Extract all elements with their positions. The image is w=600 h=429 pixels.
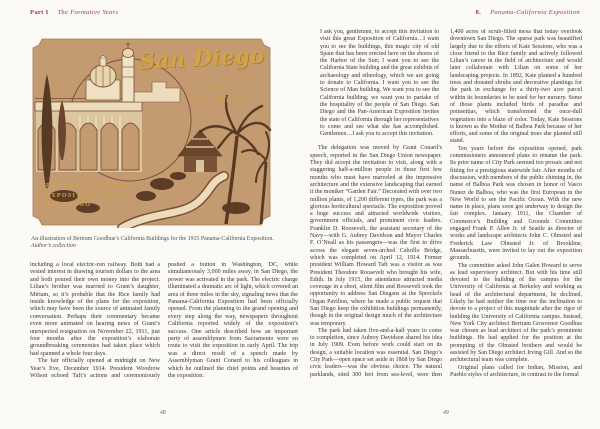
poster-subtitle bbox=[180, 84, 258, 104]
paragraph: The fair officially opened at midnight on New Year’s Eve, December 1914. President Woodrow Wilson echoed Taft’s actions and ceremoniously pushed a button in Washington, DC, while simultaneously 3,000 miles away, in San Diego, the power was activated in the park. The electric charge illuminated a dramatic arc of light, which covered an area of three miles in the sky, signaling news that the Panama-California Exposition had been officially opened. From the planning to the grand opening and every step along the way, newspapers throughout California reported widely of the exposition’s success. One article described how an important party of assemblymen from Sacramento were en route to visit the exposition in early April. The trip was a direct result of a speech made by Assemblyman Grant Conard to his colleagues in which he outlined the chief points and beauties of the exposition. bbox=[30, 262, 298, 380]
poster-bottom-line: SAN DIEGO bbox=[46, 202, 92, 208]
page-number-left: 48 bbox=[160, 410, 166, 416]
page-number-right: 49 bbox=[443, 410, 449, 416]
paragraph: The delegation was moved by Grant Conard’s speech, reported in the San Diego Union newspaper. They did accept the invitation to visit, along with a staggering half-a-million people in those first few months who must have marveled at the impressive architecture and the extensive landscaping that earned it the moniker “Garden Fair.” Decorated with over two million plants, of 1,200 different types, the park was a glorious horticultural spectacle. The exposition proved a huge success and attracted worldwide visitors, government officials, and prominent civic leaders. Franklin D. Roosevelt, the assistant secretary of the Navy—with G. Aubrey Davidson and Mayor Charles F. O’Neall as his passengers—was the first to drive across the elegant seven-arched Cabrillo Bridge, which was completed on April 12, 1914. Former president William Howard Taft was a visitor as was President Theodore Roosevelt who brought his wife, Edith. In July 1915, the attendance attracted media coverage in a short, silent film and Roosevelt took the opportunity to address San Diegans at the Spreckels Organ Pavilion, where he made a public request that San Diego keep the exhibition buildings permanently, though in the original design much of the architecture was temporary. bbox=[310, 145, 442, 327]
poster-bottom-line: PANAMA CALIFORNIA bbox=[46, 183, 135, 189]
paragraph: Ten years before the exposition opened, park commissioners announced plans to rename the park. Its prior name of City Park seemed too prosaic and not fitting for a prestigious statewide fair. After months of discussion, with members of the public chiming in, the name of Balboa Park was chosen in honor of Vasco Nunez de Balboa, who was the first European in the New World to see the Pacific Ocean. With the new name in place, plans soon got underway to design the fair complex. January 1911, the Chamber of Commerce’s Building and Grounds Committee engaged Frank P. Allen Jr. of Seattle as director of works and landscape architects John C. Olmsted and Frederick Law Olmsted Jr. of Brookline, Massachusetts, were invited to lay out the exposition grounds. bbox=[450, 145, 582, 262]
paragraph: The committee asked John Galen Howard to serve as lead supervisory architect. But with his time still devoted to the building of the campus for the University of California at Berkeley and working as head of the architectural department, he declined. Likely he had neither the time nor the inclination to devote to a project of this magnitude after the rigor of building the University of California campus. Instead, New York City architect Bertram Grosvenor Goodhue was chosen as lead architect of the park’s prominent buildings. He had applied for the position at the prompting of the Olmsted brothers and would be assisted by San Diego architect Irving Gill. And so the architectural team was complete. bbox=[450, 262, 582, 364]
paragraph: Original plans called for Indian, Mission, and Pueblo styles of architecture, in contrast to the formal bbox=[450, 364, 582, 378]
poster-bottom-line: EXPOSITION · 1915 bbox=[46, 192, 123, 199]
poster-title: San Diego bbox=[138, 42, 266, 76]
caption-text: An illustration of Bertram Goodhue’s California Buildings for the 1915 Panama-California Exposition. bbox=[31, 236, 274, 242]
poster-subtitle-line2: VICINITY bbox=[192, 94, 246, 104]
block-quote: I ask you, gentlemen, to accept this invitation to visit this great Exposition of California…I want you to see the buildings, this magic city of old Spain that has been erected here on the shores of the Harbor of the Sun; I want you to see the California State building and the great exhibits of archaeology and ethnology, which we are going to donate to California. I want you to see the Science of Man building. We want you to see the California building; we want you to partake of the hospitality of the people of San Diego. San Diego and the Pan-American Exposition invites the state of California through her representatives to come and see what she has accomplished. Gentlemen…I ask you to accept this invitation. bbox=[320, 29, 439, 138]
caption-credit: Author’s collection bbox=[31, 243, 76, 250]
chapter-title: Panama-California Exposition bbox=[490, 9, 580, 16]
right-page-body bbox=[310, 29, 582, 407]
poster-subtitle-line1: AND bbox=[209, 86, 229, 92]
chapter-number: 8. bbox=[475, 9, 482, 16]
paragraph: including a local electric-run railway. Both had a vested interest in drawing tourism dollars to the area and both poured their own money into the project. Lilian’s brother was married to Grant’s daughter, Miriam, so it’s probable that the Rice family had inside knowledge of the plans for the exposition, which may have been the source of animated family conversation. Perhaps their commentary became even more animated on hearing news of Grant’s unexpected resignation on November 22, 1911, just four months after the exposition’s elaborate groundbreaking ceremonies had taken place which had spanned a whole four days. bbox=[30, 262, 160, 357]
running-head-left bbox=[30, 9, 118, 16]
figure-caption bbox=[31, 236, 283, 250]
part-label: Part I bbox=[30, 9, 49, 16]
left-page-body bbox=[30, 262, 298, 400]
paragraph: The park had taken five-and-a-half years to come to completion, since Aubrey Davidson shared his idea in July 1909. Even before work could start on its design, a suitable location was essential. San Diego’s City Park—open space set aside in 1868 by San Diego civic leaders—was the obvious choice. The natural parklands, sited 300 feet from sea-level, were then 1,400 acres of scrub-filled mesa that today overlook downtown San Diego. The sparse park was beautified largely due to the efforts of Kate Sessions, who was a close friend to the Rice family and actively followed Lilian’s career in the field of architecture and would later collaborate with Lilian on some of her landscaping projects. In 1892, Kate planted a hundred trees and donated shrubs and decorative plantings for the park in exchange for a thirty-two acre parcel within its boundaries to be used for her nursery. Some of those plants included birds of paradise and poinsettias, which transformed the once-dull vegetation into a blaze of color. Today, Kate Sessions is known as the Mother of Balboa Park because of her efforts, and some of the original trees she planted still stand. bbox=[310, 29, 582, 378]
part-title: The Formative Years bbox=[57, 9, 119, 16]
poster-illustration bbox=[30, 36, 273, 228]
poster-bottom-text bbox=[46, 182, 134, 211]
running-head-right bbox=[476, 9, 580, 16]
